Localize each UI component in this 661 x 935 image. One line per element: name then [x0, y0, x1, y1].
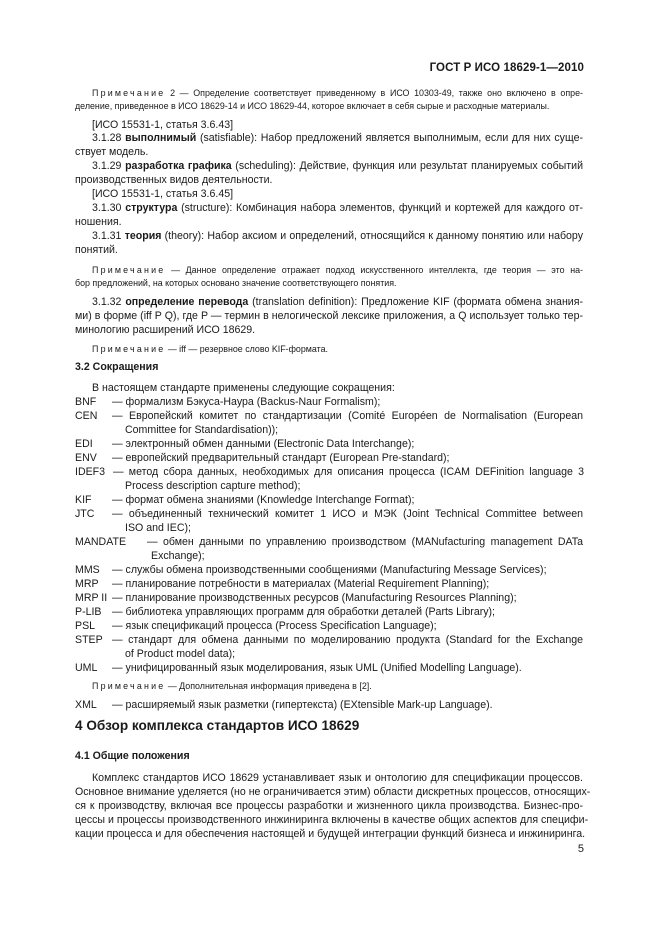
document-header: ГОСТ Р ИСО 18629-1—2010: [429, 62, 584, 74]
text-line-n2b: [75, 99, 583, 113]
definition-term: разработка графика: [125, 160, 232, 172]
abbreviation-term: MANDATE: [75, 536, 127, 548]
line-text: (translation definition): Предложение KIF (формата обмена знания-: [248, 296, 583, 308]
line-text: ношения.: [75, 216, 122, 228]
abbreviation-definition: — стандарт для обмена данными по моделированию продукта (Standard for the Exchange: [112, 634, 583, 646]
definition-number: 3.1.28: [92, 132, 126, 144]
text-line-d128b: [75, 145, 583, 159]
line-text: (theory): Набор аксиом и определений, относящийся к данному понятию или набору: [161, 230, 583, 242]
text-line-d131a: [92, 229, 583, 243]
abbreviation-term: JTC: [75, 508, 95, 520]
paragraph-line: Комплекс стандартов ИСО 18629 устанавливает язык и онтологию для спецификации процессов.: [92, 772, 583, 784]
abbreviation-term: STEP: [75, 634, 103, 646]
line-text: [ИСО 15531-1, статья 3.6.43]: [92, 119, 234, 131]
text-line-d132a: [92, 295, 583, 309]
abbreviation-term: IDEF3: [75, 466, 106, 478]
definition-term: определение перевода: [125, 296, 249, 308]
section-3-2-heading: 3.2 Сокращения: [75, 361, 159, 373]
abbreviation-term: KIF: [75, 494, 92, 506]
definition-term: структура: [125, 202, 178, 214]
text-line-d131b: [75, 243, 583, 257]
text-line-d132c: [75, 323, 583, 337]
note-label: Примечание: [92, 88, 166, 98]
abbreviation-term: P-LIB: [75, 606, 102, 618]
abbreviation-definition: — планирование потребности в материалах (Material Requirement Planning);: [112, 578, 490, 590]
abbreviation-definition: Exchange);: [151, 550, 205, 562]
abbreviation-definition: Process description capture method);: [125, 480, 301, 492]
line-text: [ИСО 15531-1, статья 3.6.45]: [92, 188, 234, 200]
abbreviation-definition: — европейский предварительный стандарт (European Pre-standard);: [112, 452, 450, 464]
text-line-n3b: [75, 276, 583, 290]
abbreviation-term: BNF: [75, 396, 97, 408]
definition-term: выполнимый: [125, 132, 197, 144]
text-line-n4: [92, 342, 583, 356]
line-text: ми) в форме (iff P Q), где P — термин в нелогической лексике приложения, а Q использует только тер-: [75, 310, 583, 322]
line-text: — iff — резервное слово KIF-формата.: [165, 344, 329, 354]
page-number: 5: [577, 843, 584, 855]
abbreviation-term: MRP: [75, 578, 99, 590]
note-label: Примечание: [92, 265, 166, 275]
line-text: бор предложений, на которых основано значение соответствующего понятия.: [75, 278, 397, 288]
text-line-d130b: [75, 215, 583, 229]
abbreviation-term: UML: [75, 662, 98, 674]
line-text: (structure): Комбинация набора элементов, функций и кортежей для каждого от-: [177, 202, 583, 214]
abbreviation-definition: — обмен данными по управлению производством (MANufacturing management DATa: [147, 536, 583, 548]
line-text: — Дополнительная информация приведена в [2].: [165, 681, 372, 691]
text-line-n5: [92, 679, 583, 693]
text-line-intro: [92, 381, 583, 395]
abbreviation-definition: of Product model data);: [125, 648, 236, 660]
abbreviation-term: XML: [75, 699, 97, 711]
text-line-d130a: [92, 201, 583, 215]
definition-term: теория: [124, 230, 162, 242]
text-line-r1: [92, 118, 583, 132]
abbreviation-definition: ISO and IEC);: [125, 522, 191, 534]
abbreviation-definition: — объединенный технический комитет 1 ИСО и МЭК (Joint Technical Committee between: [112, 508, 583, 520]
abbreviation-term: MMS: [75, 564, 100, 576]
text-line-d129b: [75, 173, 583, 187]
text-line-d128a: [92, 131, 583, 145]
abbreviation-definition: — планирование производственных ресурсов (Manufacturing Resources Planning);: [112, 592, 517, 604]
section-4-heading: 4 Обзор комплекса стандартов ИСО 18629: [75, 718, 360, 733]
note-label: Примечание: [92, 344, 166, 354]
abbreviation-definition: — формализм Бэкуса-Наура (Backus-Naur Formalism);: [112, 396, 381, 408]
abbreviation-term: ENV: [75, 452, 97, 464]
text-line-n2a: [92, 86, 583, 100]
abbreviation-definition: — метод сбора данных, необходимых для описания процесса (ICAM DEFinition language 3: [113, 466, 584, 478]
definition-number: 3.1.29: [92, 160, 126, 172]
line-text: понятий.: [75, 244, 118, 256]
abbreviation-term: PSL: [75, 620, 96, 632]
abbreviation-definition: — формат обмена знаниями (Knowledge Interchange Format);: [112, 494, 415, 506]
definition-number: 3.1.30: [92, 202, 126, 214]
text-line-n3a: [92, 263, 583, 277]
abbreviation-definition: Committee for Standardisation));: [125, 424, 279, 436]
definition-number: 3.1.31: [92, 230, 125, 242]
section-4-1-heading: 4.1 Общие положения: [75, 750, 190, 762]
text-line-d129a: [92, 159, 583, 173]
abbreviation-term: EDI: [75, 438, 93, 450]
abbreviation-definition: — Европейский комитет по стандартизации (Comité Européen de Normalisation (European: [112, 410, 583, 422]
definition-number: 3.1.32: [92, 296, 126, 308]
note-label: Примечание: [92, 681, 166, 691]
abbreviation-definition: — библиотека управляющих программ для обработки деталей (Parts Library);: [112, 606, 496, 618]
paragraph-line: кации процесса и для обеспечения настоящей и будущей интеграции функций бизнеса и инжиниринга.: [75, 828, 586, 840]
abbreviation-term: MRP II: [75, 592, 108, 604]
paragraph-line: Основное внимание уделяется (но не ограничивается этим) области дискретных процессов, относящих-: [75, 786, 591, 798]
abbreviation-definition: — расширяемый язык разметки (гипертекста) (EXtensible Mark-up Language).: [112, 699, 493, 711]
line-text: ствует модель.: [75, 146, 149, 158]
abbreviation-definition: — унифицированный язык моделирования, язык UML (Unified Modelling Language).: [112, 662, 522, 674]
line-text: деление, приведенное в ИСО 18629-14 и ИСО 18629-44, которое включает в себя сырые и расходные материалы.: [75, 101, 550, 111]
line-text: В настоящем стандарте применены следующие сокращения:: [92, 382, 395, 394]
abbreviation-definition: — службы обмена производственными сообщениями (Manufacturing Message Services);: [112, 564, 547, 576]
abbreviation-definition: — язык спецификаций процесса (Process Specification Language);: [112, 620, 437, 632]
line-text: минологию расширений ИСО 18629.: [75, 324, 256, 336]
line-text: производственных видов деятельности.: [75, 174, 273, 186]
paragraph-line: цессы и процессы производственного инжиниринга включены в качестве общих аспектов для специфи-: [75, 814, 589, 826]
abbreviation-term: CEN: [75, 410, 98, 422]
text-line-r2: [92, 187, 583, 201]
text-line-d132b: [75, 309, 583, 323]
line-text: 2 — Определение соответствует приведенному в ИСО 10303-49, также оно включено в опре-: [165, 88, 583, 98]
paragraph-line: ся к производству, включая все процессы разработки и жизненного цикла производства. Бизнес-про-: [75, 800, 583, 812]
abbreviation-definition: — электронный обмен данными (Electronic Data Interchange);: [112, 438, 415, 450]
line-text: (scheduling): Действие, функция или результат планируемых событий: [231, 160, 583, 172]
line-text: (satisfiable): Набор предложений является выполнимым, если для них суще-: [196, 132, 583, 144]
line-text: — Данное определение отражает подход искусственного интеллекта, где теория — это на-: [165, 265, 583, 275]
